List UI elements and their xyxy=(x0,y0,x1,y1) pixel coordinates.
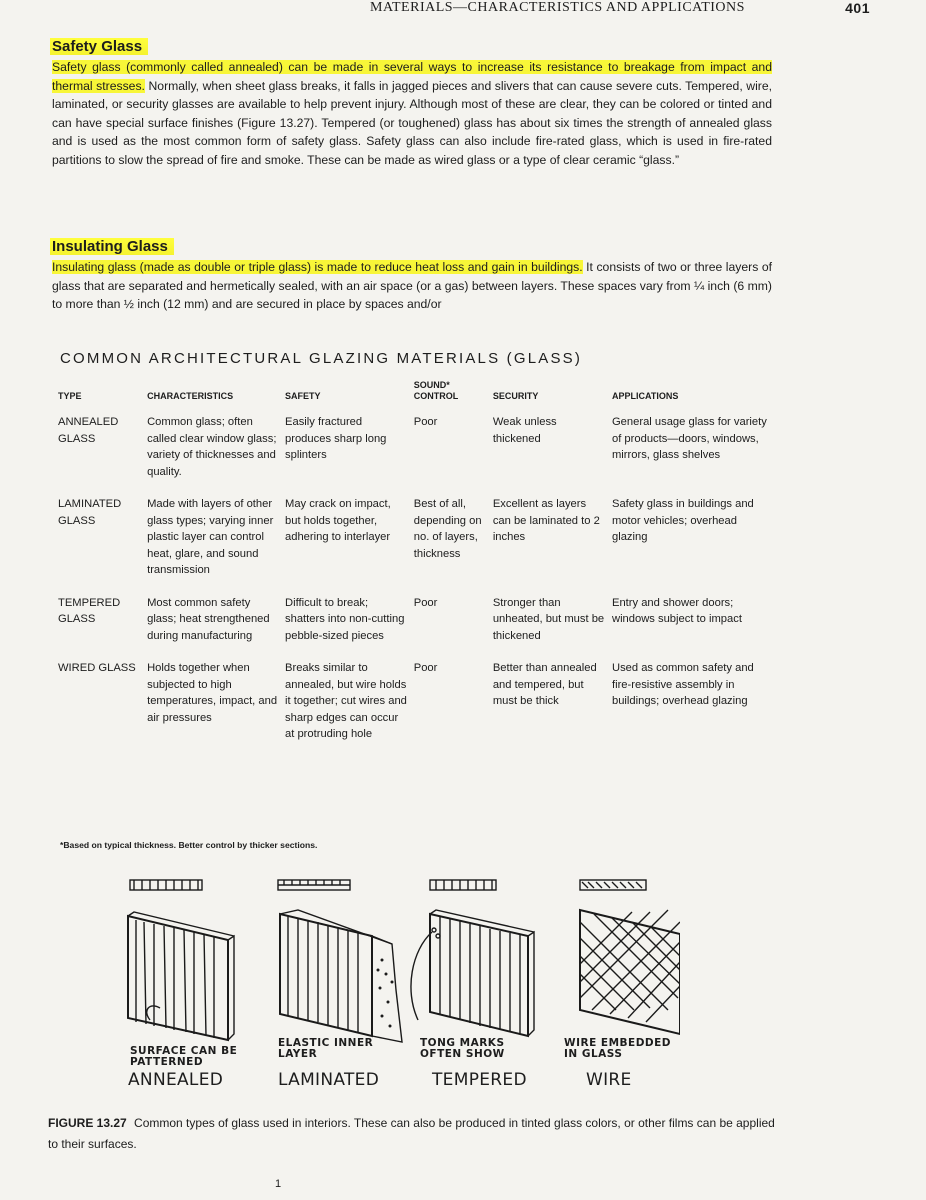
cell-characteristics: Made with layers of other glass types; varying inner plastic layer can control heat, glare, and sound transmission xyxy=(147,498,274,576)
table-row xyxy=(56,414,772,496)
glass-types-figure xyxy=(120,870,680,1100)
safety-glass-heading: Safety Glass xyxy=(50,38,148,55)
cell-applications: Entry and shower doors; windows subject to impact xyxy=(611,596,742,625)
label-annealed: ANNEALED xyxy=(128,1070,224,1090)
tempered-glass-sketch xyxy=(411,910,534,1036)
figure-caption xyxy=(48,1113,778,1155)
cell-safety: Easily fractured produces sharp long splinters xyxy=(285,416,387,461)
insulating-glass-section xyxy=(52,238,772,314)
header-safety: SAFETY xyxy=(285,391,321,401)
tempered-section-icon xyxy=(430,880,496,890)
cell-applications: General usage glass for variety of products—doors, windows, mirrors, glass shelves xyxy=(611,416,767,461)
cell-security: Excellent as layers can be laminated to 2 inches xyxy=(492,498,600,543)
note-surface-patterned: SURFACE CAN BE PATTERNED xyxy=(130,1045,238,1068)
cell-safety: Breaks similar to annealed, but wire holds it together; cut wires and sharp edges can occur at protruding hole xyxy=(285,662,407,740)
page-number: 401 xyxy=(845,0,870,16)
insulating-glass-paragraph xyxy=(52,258,772,314)
safety-glass-paragraph xyxy=(52,58,772,169)
header-security: SECURITY xyxy=(492,391,539,401)
insulating-glass-body: It consists of two or three layers of glass that are separated and hermetically sealed, with an air space (or a gas) between layers. These spaces vary from ¼ inch (6 mm) to more than ½ inch (12 mm) and are secured in place by spaces and/or xyxy=(52,260,772,311)
safety-glass-body: Normally, when sheet glass breaks, it falls in jagged pieces and slivers that can cause severe cuts. Tempered, wire, laminated, or security glasses are available to help prevent injury. Although most of these are clear, they can be colored or tinted and can have special surface finishes (Figure 13.27). Tempered (or toughened) glass has about six times the strength of annealed glass and is used as the most common form of safety glass. Safety glass can also include fire-rated glass, which is used in fire-rated partitions to slow the spread of fire and smoke. These can be made as wired glass or a type of clear ceramic “glass.” xyxy=(52,78,772,167)
label-wire: WIRE xyxy=(586,1070,632,1090)
table-title: COMMON ARCHITECTURAL GLAZING MATERIALS (GLASS) xyxy=(60,350,583,367)
cell-type: LAMINATED GLASS xyxy=(58,498,122,527)
safety-glass-highlight: Safety glass (commonly called annealed) can be made in several ways to increase its resistance to breakage from impact and thermal stresses. xyxy=(52,60,772,93)
table-row xyxy=(56,595,772,661)
label-laminated: LAMINATED xyxy=(278,1070,380,1090)
header-type: TYPE xyxy=(58,391,82,401)
cell-characteristics: Holds together when subjected to high temperatures, impact, and air pressures xyxy=(147,662,278,724)
cell-sound-control: Poor xyxy=(413,596,438,609)
figure-number: FIGURE 13.27 xyxy=(48,1116,127,1130)
table-header-row xyxy=(56,380,772,414)
header-characteristics: CHARACTERISTICS xyxy=(147,391,234,401)
cell-type: TEMPERED GLASS xyxy=(58,596,121,625)
cell-characteristics: Common glass; often called clear window glass; variety of thicknesses and quality. xyxy=(147,416,277,478)
header-sound-control: SOUND* CONTROL xyxy=(413,380,459,401)
cell-type: ANNEALED GLASS xyxy=(58,416,119,445)
cell-applications: Used as common safety and fire-resistive assembly in buildings; overhead glazing xyxy=(611,662,754,707)
cell-safety: May crack on impact, but holds together, adhering to interlayer xyxy=(285,498,391,543)
cell-security: Stronger than unheated, but must be thickened xyxy=(492,596,605,642)
table-footnote: *Based on typical thickness. Better control by thicker sections. xyxy=(60,840,318,850)
cell-sound-control: Poor xyxy=(413,662,438,674)
insulating-glass-heading: Insulating Glass xyxy=(50,238,174,255)
glazing-materials-table xyxy=(56,380,772,759)
running-head-title: MATERIALS—CHARACTERISTICS AND APPLICATIONS xyxy=(370,0,745,15)
cell-type: WIRED GLASS xyxy=(58,662,136,674)
wire-glass-sketch xyxy=(580,910,680,1034)
folio-mark: 1 xyxy=(275,1178,282,1190)
cell-applications: Safety glass in buildings and motor vehicles; overhead glazing xyxy=(611,498,754,543)
laminated-section-icon xyxy=(278,880,350,890)
note-wire-embedded: WIRE EMBEDDED IN GLASS xyxy=(564,1037,672,1060)
note-tong-marks: TONG MARKS OFTEN SHOW xyxy=(420,1037,505,1060)
figure-caption-text: Common types of glass used in interiors. These can also be produced in tinted glass colors, or other films can be applied to their surfaces. xyxy=(48,1116,775,1151)
laminated-glass-sketch xyxy=(280,910,402,1042)
cell-security: Weak unless thickened xyxy=(492,416,557,445)
cell-safety: Difficult to break; shatters into non-cutting pebble-sized pieces xyxy=(285,596,405,642)
annealed-section-icon xyxy=(130,880,202,890)
insulating-glass-highlight: Insulating glass (made as double or triple glass) is made to reduce heat loss and gain in buildings. xyxy=(52,260,583,274)
note-elastic-inner-layer: ELASTIC INNER LAYER xyxy=(278,1037,374,1060)
wire-section-icon xyxy=(580,880,646,890)
cell-sound-control: Poor xyxy=(413,416,438,428)
annealed-glass-sketch xyxy=(128,912,234,1040)
cell-sound-control: Best of all, depending on no. of layers, thickness xyxy=(413,498,482,560)
running-head xyxy=(370,0,870,20)
cell-security: Better than annealed and tempered, but must be thick xyxy=(492,662,597,707)
safety-glass-section xyxy=(52,38,772,169)
cell-characteristics: Most common safety glass; heat strengthened during manufacturing xyxy=(147,596,270,642)
label-tempered: TEMPERED xyxy=(432,1070,527,1090)
table-row xyxy=(56,660,772,759)
header-applications: APPLICATIONS xyxy=(611,391,679,401)
table-row xyxy=(56,496,772,595)
